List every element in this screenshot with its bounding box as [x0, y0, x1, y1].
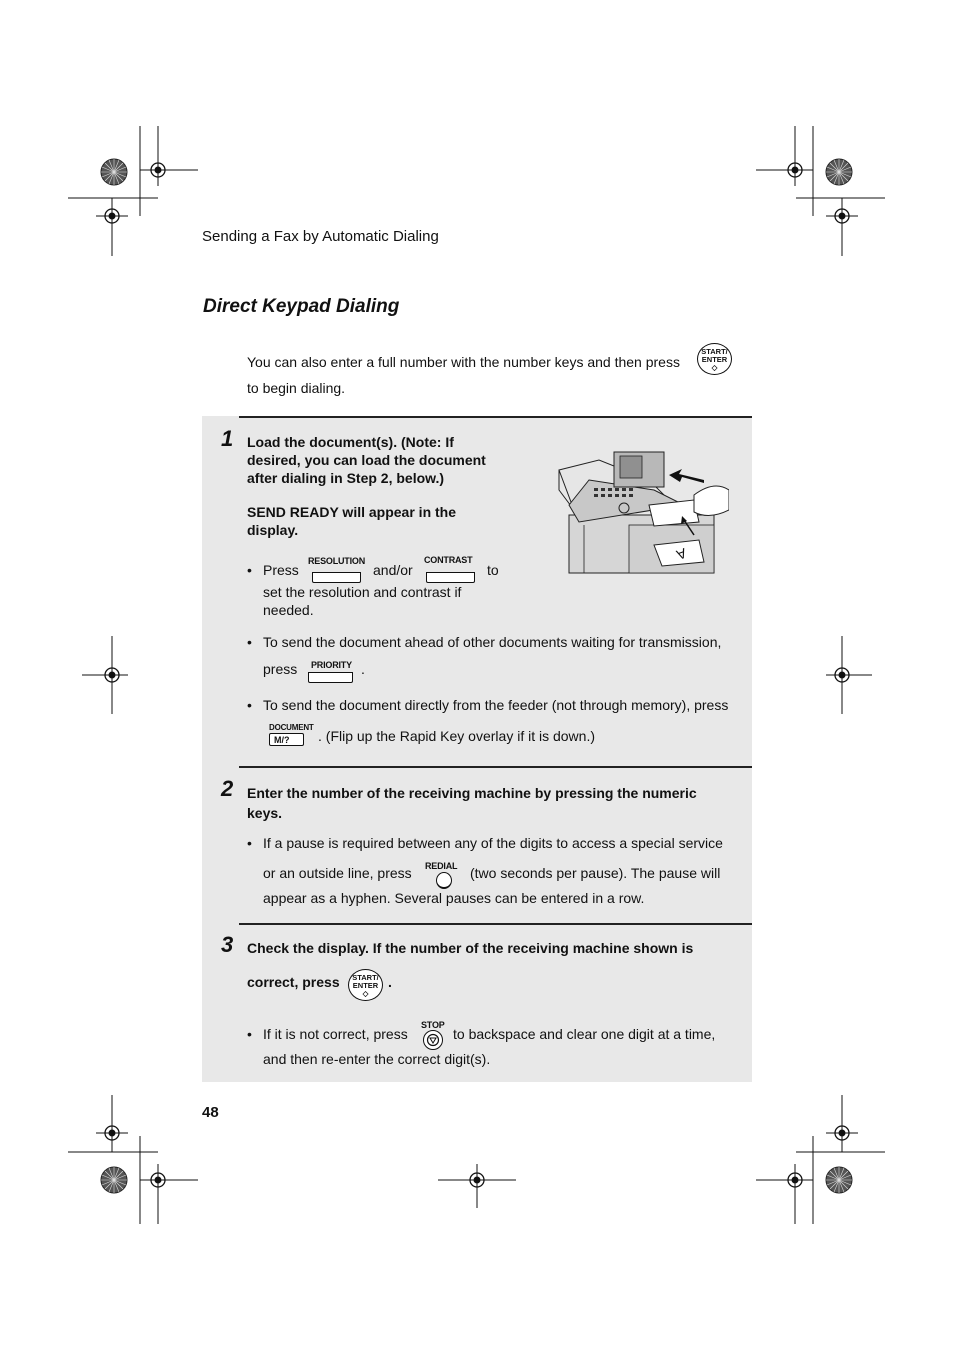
step1-bullet-2: • To send the document ahead of other documents waiting for transmission, — [263, 634, 721, 650]
step2-instruction — [247, 783, 697, 823]
step2-bullet-1: • If a pause is required between any of the digits to access a special service — [263, 835, 723, 851]
step1-line-3: after dialing in Step 2, below.) — [247, 470, 445, 486]
and-or-text: and/or — [373, 562, 413, 578]
section-title: Direct Keypad Dialing — [203, 296, 400, 317]
step3-period: . — [388, 974, 392, 990]
press-text: Press — [263, 562, 299, 578]
intro-line-2: to begin dialing. — [247, 380, 346, 396]
bullet1-line-3: needed. — [263, 602, 314, 618]
priority-key-label: PRIORITY — [311, 660, 352, 670]
step2-bullet-line-3: appear as a hyphen. Several pauses can be entered in a row. — [263, 890, 645, 906]
step1-rule — [239, 416, 752, 418]
resolution-key-label: RESOLUTION — [308, 556, 366, 566]
step3-line-1: Check the display. If the number of the receiving machine shown is — [247, 940, 694, 956]
start-enter-key-icon-2: START/ ENTER ◇ — [348, 969, 383, 1001]
start-enter-key-icon: START/ ENTER ◇ — [697, 343, 732, 375]
intro-line-1: You can also enter a full number with the number keys and then press — [247, 354, 680, 370]
svg-text:A: A — [674, 545, 689, 564]
m-key-label: M/? — [274, 735, 290, 745]
contrast-key-icon — [426, 572, 475, 583]
step1-line-1: Load the document(s). (Note: If — [247, 434, 454, 450]
steps-panel — [202, 416, 752, 1082]
step3-bullet-1a: • If it is not correct, press — [263, 1026, 408, 1042]
step1-bullet-3: • To send the document directly from the feeder (not through memory), press — [263, 697, 728, 713]
step3-line-2: correct, press — [247, 974, 340, 990]
step3-bullet-line-2: and then re-enter the correct digit(s). — [263, 1051, 491, 1067]
step1-line-2: desired, you can load the document — [247, 452, 486, 468]
step3-bullet-1b: to backspace and clear one digit at a time, — [453, 1026, 716, 1042]
bullet1-line-2: set the resolution and contrast if — [263, 584, 462, 600]
step2-line-1: Enter the number of the receiving machine by pressing the numeric — [247, 785, 697, 801]
bullet3-line-2: . (Flip up the Rapid Key overlay if it is down.) — [318, 728, 596, 744]
page-number: 48 — [202, 1104, 219, 1121]
step3-rule — [239, 923, 752, 925]
fax-machine-illustration — [554, 450, 729, 574]
stop-key-label: STOP — [421, 1020, 445, 1030]
redial-key-icon — [436, 872, 452, 889]
step2-line-2: keys. — [247, 805, 283, 821]
resolution-key-icon — [312, 572, 361, 583]
step2-bullet-line-2b: (two seconds per pause). The pause will — [470, 865, 721, 881]
bullet2-press-text: press — [263, 661, 298, 677]
step1-bullet-1 — [263, 562, 299, 578]
redial-key-label: REDIAL — [425, 861, 458, 871]
stop-key-icon — [423, 1030, 443, 1050]
priority-key-icon — [308, 672, 353, 683]
send-ready-note — [247, 503, 456, 539]
send-ready-line-2: display. — [247, 522, 299, 538]
running-header: Sending a Fax by Automatic Dialing — [202, 228, 439, 245]
send-ready-line-1: SEND READY will appear in the — [247, 504, 457, 520]
m-key-icon — [269, 733, 304, 746]
to-text: to — [487, 562, 499, 578]
step2-number: 2 — [221, 776, 234, 801]
bullet2-period: . — [361, 661, 365, 677]
step2-rule — [239, 766, 752, 768]
step1-bullet-1-cont — [263, 583, 461, 619]
document-key-label: DOCUMENT — [269, 723, 314, 732]
step3-number: 3 — [221, 932, 234, 957]
step1-instruction — [247, 433, 527, 487]
contrast-key-label: CONTRAST — [424, 555, 473, 565]
stop-symbol-icon — [424, 1031, 442, 1049]
step2-bullet-line-2a: or an outside line, press — [263, 865, 412, 881]
step1-number: 1 — [221, 426, 234, 451]
intro-paragraph — [247, 349, 747, 401]
